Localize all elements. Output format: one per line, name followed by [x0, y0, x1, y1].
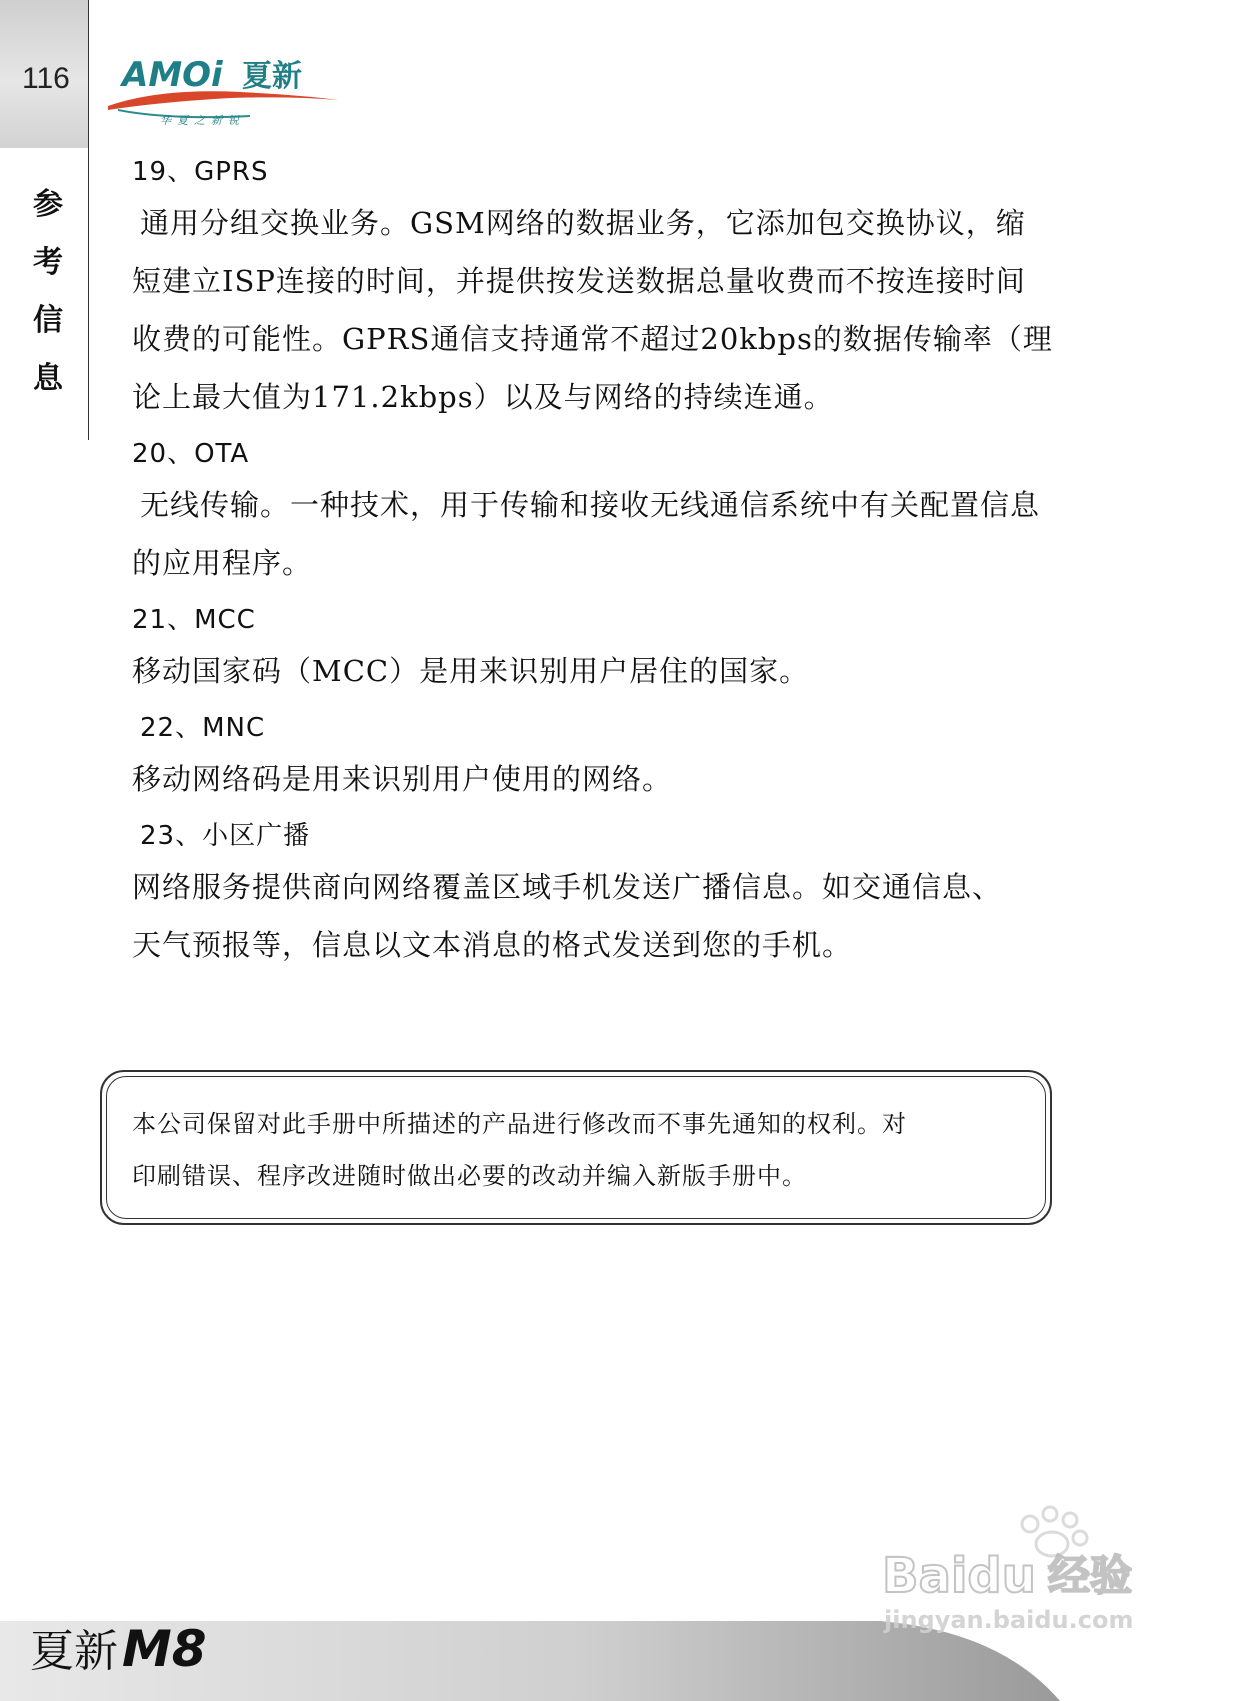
- footer-model-label: [30, 1615, 207, 1679]
- logo-wordmark: AMOi: [122, 55, 223, 95]
- text-line: 短建立ISP连接的时间，并提供按发送数据总量收费而不按连接时间: [132, 264, 1026, 298]
- footer-brand: 夏新: [30, 1626, 118, 1677]
- footer-model: M8: [122, 1620, 207, 1678]
- baidu-watermark: [880, 1500, 1180, 1660]
- text-line: 天气预报等，信息以文本消息的格式发送到您的手机。: [132, 928, 853, 962]
- watermark-chinese: 经验: [1048, 1551, 1133, 1600]
- watermark-url: jingyan.baidu.com: [884, 1606, 1134, 1634]
- glossary-content: [132, 150, 1132, 980]
- term-gprs: 19、GPRS: [132, 157, 269, 187]
- definition-mcc: [132, 642, 1132, 700]
- text-line: 无线传输。一种技术，用于传输和接收无线通信系统中有关配置信息: [140, 488, 1041, 522]
- side-divider: [88, 0, 89, 440]
- side-section-title: 参考信息: [33, 187, 63, 396]
- logo-slogan: 华夏之新锐: [160, 114, 245, 127]
- definition-mnc: [132, 750, 1132, 808]
- watermark-brand: Baidu: [882, 1548, 1036, 1604]
- text-line: 移动国家码（MCC）是用来识别用户居住的国家。: [132, 654, 810, 688]
- disclaimer-box: [100, 1070, 1052, 1225]
- definition-ota: [132, 476, 1132, 592]
- disclaimer-line: 本公司保留对此手册中所描述的产品进行修改而不事先通知的权利。对: [132, 1110, 907, 1138]
- term-mcc: 21、MCC: [132, 605, 256, 635]
- term-cell-broadcast: 23、小区广播: [140, 821, 311, 851]
- text-line: 论上最大值为171.2kbps）以及与网络的持续连通。: [132, 380, 834, 414]
- page-number: 116: [22, 62, 70, 95]
- term-mnc: 22、MNC: [140, 713, 266, 743]
- disclaimer-text: [132, 1098, 1022, 1202]
- side-tab: [0, 0, 88, 440]
- text-line: 的应用程序。: [132, 546, 313, 580]
- text-line: 通用分组交换业务。GSM网络的数据业务，它添加包交换协议，缩: [140, 206, 1026, 240]
- amoi-logo: [100, 48, 350, 128]
- text-line: 移动网络码是用来识别用户使用的网络。: [132, 762, 673, 796]
- text-line: 收费的可能性。GPRS通信支持通常不超过20kbps的数据传输率（理: [132, 322, 1053, 356]
- definition-cell-broadcast: [132, 858, 1132, 974]
- text-line: 网络服务提供商向网络覆盖区域手机发送广播信息。如交通信息、: [132, 870, 1003, 904]
- term-ota: 20、OTA: [132, 439, 250, 469]
- logo-chinese: 夏新: [242, 59, 302, 94]
- page-number-box: [0, 0, 88, 148]
- definition-gprs: [132, 194, 1132, 426]
- disclaimer-line: 印刷错误、程序改进随时做出必要的改动并编入新版手册中。: [132, 1162, 807, 1190]
